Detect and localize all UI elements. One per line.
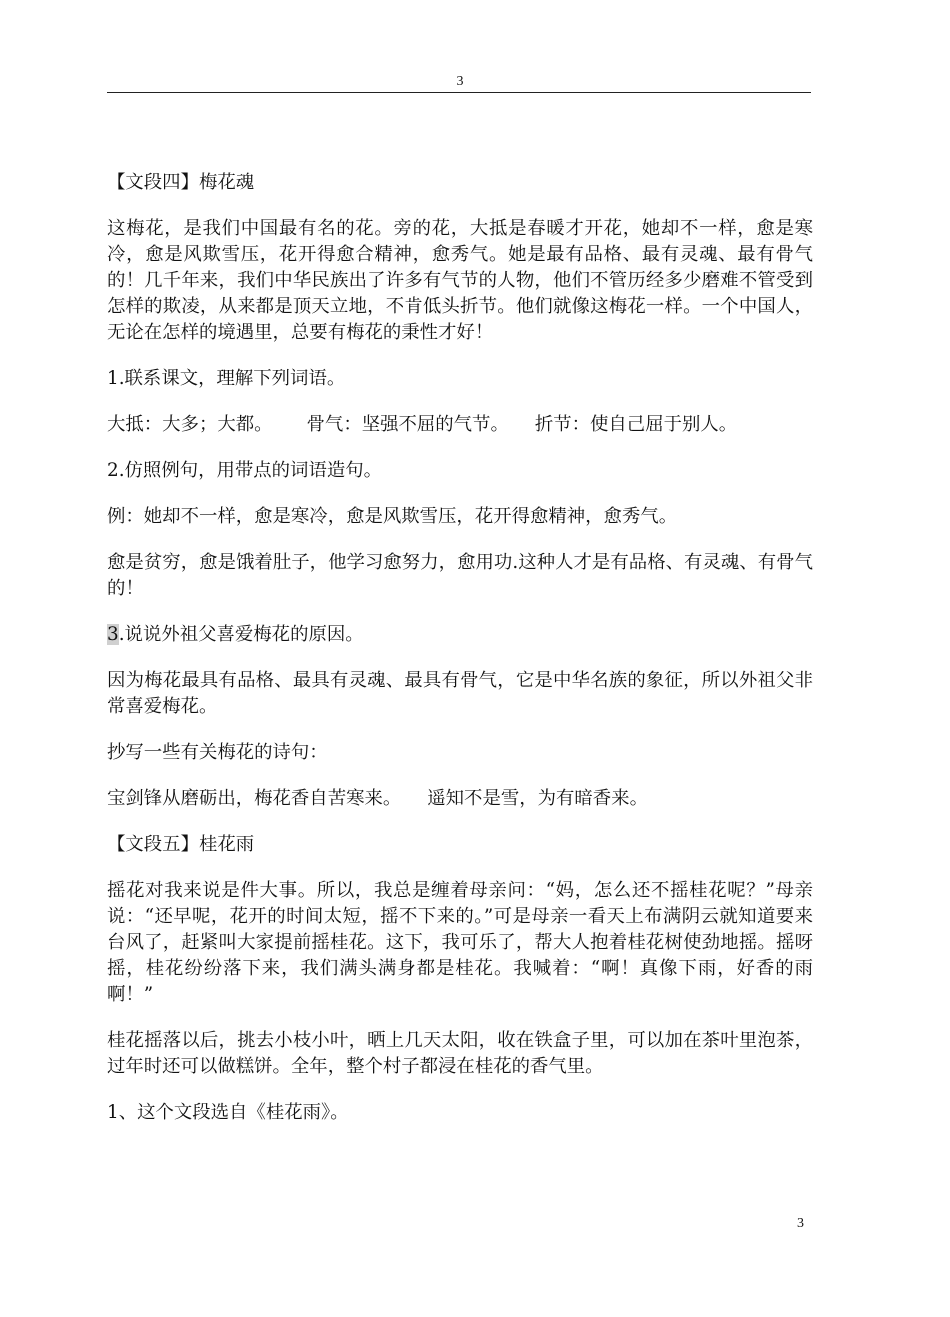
header-page-number: 3: [456, 74, 464, 89]
footer-page-number: 3: [797, 1216, 804, 1231]
answer-dadi: 大抵：大多；大都。: [107, 414, 273, 435]
section4-question-3-answer: 因为梅花最具有品格、最具有灵魂、最具有骨气，它是中华名族的象征，所以外祖父非常喜爱梅花。: [107, 670, 813, 717]
section4-poem-lines: [107, 786, 813, 812]
section4-question-2-answer: 愈是贫穷，愈是饿着肚子，他学习愈努力，愈用功.这种人才是有品格、有灵魂、有骨气的！: [107, 552, 813, 599]
section4-question-2: 2.仿照例句，用带点的词语造句。: [107, 460, 383, 481]
header-divider: [107, 92, 811, 93]
section5-question-1: 1、这个文段选自《桂花雨》。: [107, 1102, 349, 1123]
answer-guqi: 骨气：坚强不屈的气节。: [306, 414, 509, 435]
section4-question-2-example: 例：她却不一样，愈是寒冷，愈是风欺雪压，花开得愈精神，愈秀气。: [107, 506, 678, 527]
section5-passage-2: 桂花摇落以后，挑去小枝小叶，晒上几天太阳，收在铁盒子里，可以加在茶叶里泡茶，过年时还可以做糕饼。全年，整个村子都浸在桂花的香气里。: [107, 1030, 813, 1077]
poem-line-2: 遥知不是雪，为有暗香来。: [427, 788, 648, 809]
section4-heading: 【文段四】梅花魂: [107, 172, 255, 193]
question-3-text: .说说外祖父喜爱梅花的原因。: [118, 624, 364, 645]
section4-question-1: 1.联系课文，理解下列词语。: [107, 368, 346, 389]
section4-question-4: 抄写一些有关梅花的诗句：: [107, 742, 328, 763]
section4-passage: 这梅花，是我们中国最有名的花。旁的花，大抵是春暖才开花，她却不一样，愈是寒冷，愈是风欺雪压，花开得愈合精神，愈秀气。她是最有品格、最有灵魂、最有骨气的！几千年来，我们中华民族出了许多有气节的人物，他们不管历经多少磨难不管受到怎样的欺凌，从来都是顶天立地，不肯低头折节。他们就像这梅花一样。一个中国人，无论在怎样的境遇里，总要有梅花的秉性才好！: [107, 218, 813, 343]
section4-question-1-answers: [107, 412, 813, 438]
answer-zhejie: 折节：使自己屈于别人。: [534, 414, 738, 435]
section4-question-3: [107, 622, 813, 648]
section5-heading: 【文段五】桂花雨: [107, 834, 255, 855]
section5-passage-1: 摇花对我来说是件大事。所以，我总是缠着母亲问：“妈，怎么还不摇桂花呢？”母亲说：“还早呢，花开的时间太短，摇不下来的。”可是母亲一看天上布满阴云就知道要来台风了，赶紧叫大家提前摇桂花。这下，我可乐了，帮大人抱着桂花树使劲地摇。摇呀摇，桂花纷纷落下来，我们满头满身都是桂花。我喊着：“啊！真像下雨，好香的雨啊！”: [107, 880, 813, 1005]
document-body: [107, 170, 813, 1146]
question-3-number-highlight: 3: [107, 624, 119, 645]
poem-line-1: 宝剑锋从磨砺出，梅花香自苦寒来。: [107, 788, 402, 809]
